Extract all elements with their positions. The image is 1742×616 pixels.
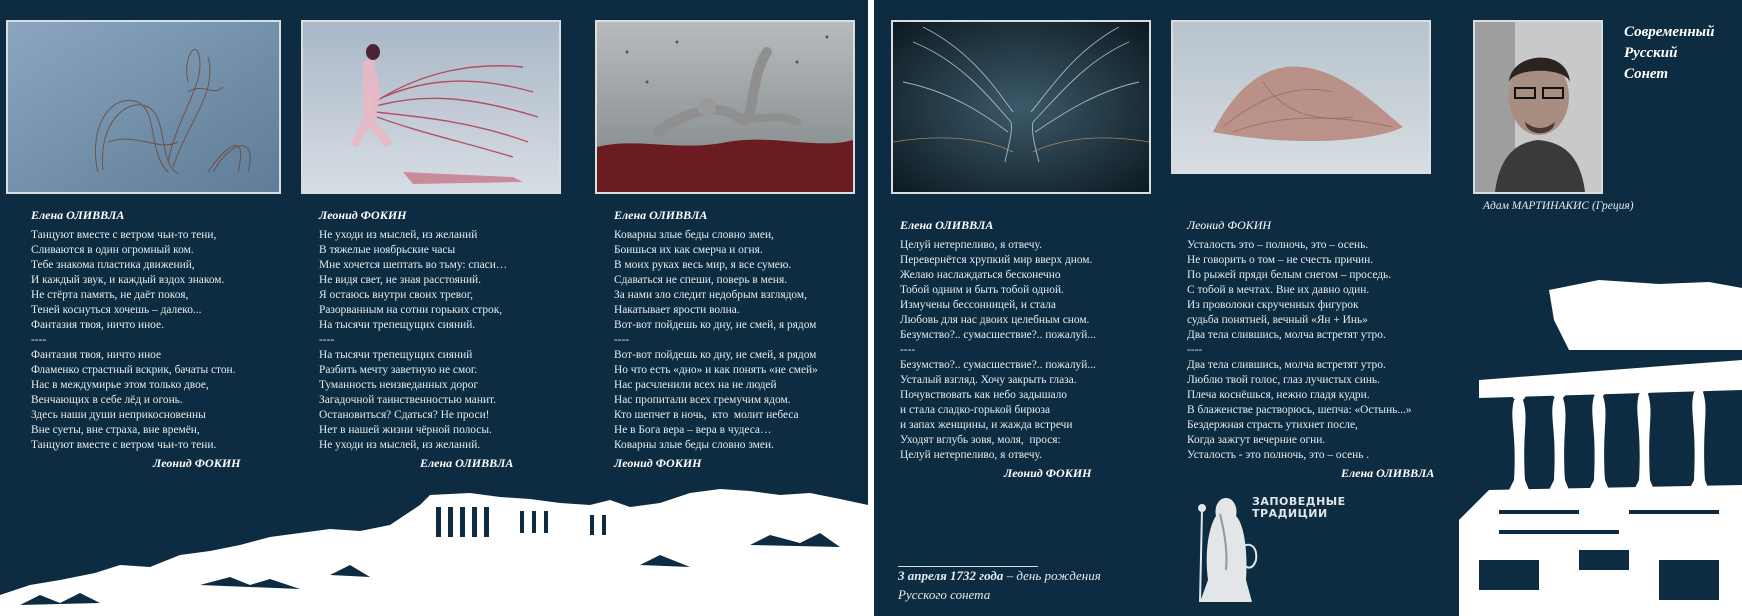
logo-text <box>1252 496 1346 520</box>
column3-signature: Леонид ФОКИН <box>614 456 702 470</box>
right-column2-signature: Елена ОЛИВВЛА <box>1341 466 1435 480</box>
flamenco-dancer-image <box>301 20 561 194</box>
column3-poem: Коварны злые беды словно змеи, Боишься их как смерча и огня. В моих руках весь мир, я все сумею. Сдаваться не спеши, поверь в меня. За нами зло следит недобрым взглядом, Накатывает ярости волна. Вот-вот пойдешь ко дну, не смей, я рядом ---- Вот-вот пойдешь ко дну, не смей, я рядом Но что есть «дно» и как понять «не смей» Нас расчленили всех на не людей Нас пропитали всех гремучим ядом. Кто шепчет в ночь, кто молит небеса Не в Бога вера – вера в чудеса… Коварны злые беды словно змеи. <box>614 229 818 451</box>
right-page <box>874 0 1742 616</box>
sonnet-birthday-text: – день рождения <box>1003 568 1101 583</box>
column1-poem: Танцуют вместе с ветром чьи-то тени, Сливаются в один огромный ком. Тебе знакома пластика движений, И каждый звук, и каждый вздох знаком. Не стёрта память, не даёт покоя, Теней коснуться хочешь – далеко... Фантазия твоя, ничто иное. ---- Фантазия твоя, ничто иное Фламенко страстный вскрик, бачаты стон. Нас в междумирье этом только двое, Венчающих в себе лёд и огонь. Здесь наши души неприкосновенны Вне суеты, вне страха, вне времён, Танцуют вместе с ветром чьи-то тени. <box>31 229 236 451</box>
drowning-figure-image <box>595 20 855 194</box>
title-line-2: Русский <box>1624 45 1678 61</box>
column2-poem: Не уходи из мыслей, из желаний В тяжелые ноябрьские часы Мне хочется шептать во тьму: спаси… Не видя свет, не зная расстояний. Я остаюсь внутри своих тревог, Разорванным на сотни горьких строк, На тысячи трепещущих сияний. ---- На тысячи трепещущих сияний Разбить мечту заветную не смог. Туманность неизведанных дорог Загадочной таинственностью манит. Остановиться? Сдаться? Не проси! Нет в нашей жизни чёрной полосы. Не уходи из мыслей, из желаний. <box>319 229 508 451</box>
column1-author: Елена ОЛИВВЛА <box>31 208 125 222</box>
logo-text-line-1: ЗАПОВЕДНЫЕ <box>1252 495 1346 508</box>
logo-text-line-2: ТРАДИЦИИ <box>1252 507 1328 520</box>
title-line-1: Современный <box>1624 24 1715 40</box>
right-column1-author: Елена ОЛИВВЛА <box>900 218 994 232</box>
footer-note <box>898 566 1101 604</box>
wire-kiss-image <box>891 20 1151 194</box>
acropolis-silhouette <box>0 485 868 616</box>
column3-author: Елена ОЛИВВЛА <box>614 208 708 222</box>
right-column1-signature: Леонид ФОКИН <box>1004 466 1092 480</box>
left-page <box>0 0 868 616</box>
dancing-wire-figures-image <box>6 20 281 194</box>
right-column2-author: Леонид ФОКИН <box>1187 218 1272 232</box>
column1-signature: Леонид ФОКИН <box>153 456 241 470</box>
sonnet-birthday-date: 3 апреля 1732 года <box>898 568 1004 583</box>
book-title <box>1624 22 1714 85</box>
title-line-3: Сонет <box>1624 66 1669 82</box>
wire-lovers-sculpture-image <box>1171 20 1431 174</box>
portrait-caption: Адам МАРТИНАКИС (Греция) <box>1483 200 1634 212</box>
caryatid-porch-silhouette <box>1459 280 1742 616</box>
right-column2-poem: Усталость это – полночь, это – осень. Не говорить о том – не счесть причин. По рыжей пряди белым снегом – проседь. С тобой в мечтах. Вне их давно один. Из проволоки скрученных фигурок судьба понятней, вечный «Ян + Инь» Два тела слившись, молча встретят утро. ---- Два тела слившись, молча встретят утро. Люблю твой голос, глаз лучистых синь. Плеча коснёшься, нежно гладя кудри. В блаженстве растворюсь, шепча: «Остынь...» Бездержная страсть утихнет после, Когда зажгут вечерние огни. Усталость - это полночь, это – осень . <box>1187 239 1412 461</box>
column2-signature: Елена ОЛИВВЛА <box>420 456 514 470</box>
column2-author: Леонид ФОКИН <box>319 208 407 222</box>
sonnet-birthday-line2: Русского сонета <box>898 587 991 602</box>
author-portrait-photo <box>1473 20 1603 194</box>
right-column1-poem: Целуй нетерпеливо, я отвечу. Перевернётся хрупкий мир вверх дном. Желаю наслаждаться бесконечно Тобой одним и быть тобой одной. Измучены бессонницей, и стала Любовь для нас двоих целебным сном. Безумство?.. сумасшествие?.. пожалуй... ---- Безумство?.. сумасшествие?.. пожалуй... Усталый взгляд. Хочу закрыть глаза. Почувствовать как небо задышало и стала сладко-горькой бирюза и запах женщины, и жажда встречи Уходят вглубь зовя, моля, прося: Целуй нетерпеливо, я отвечу. <box>900 239 1096 461</box>
